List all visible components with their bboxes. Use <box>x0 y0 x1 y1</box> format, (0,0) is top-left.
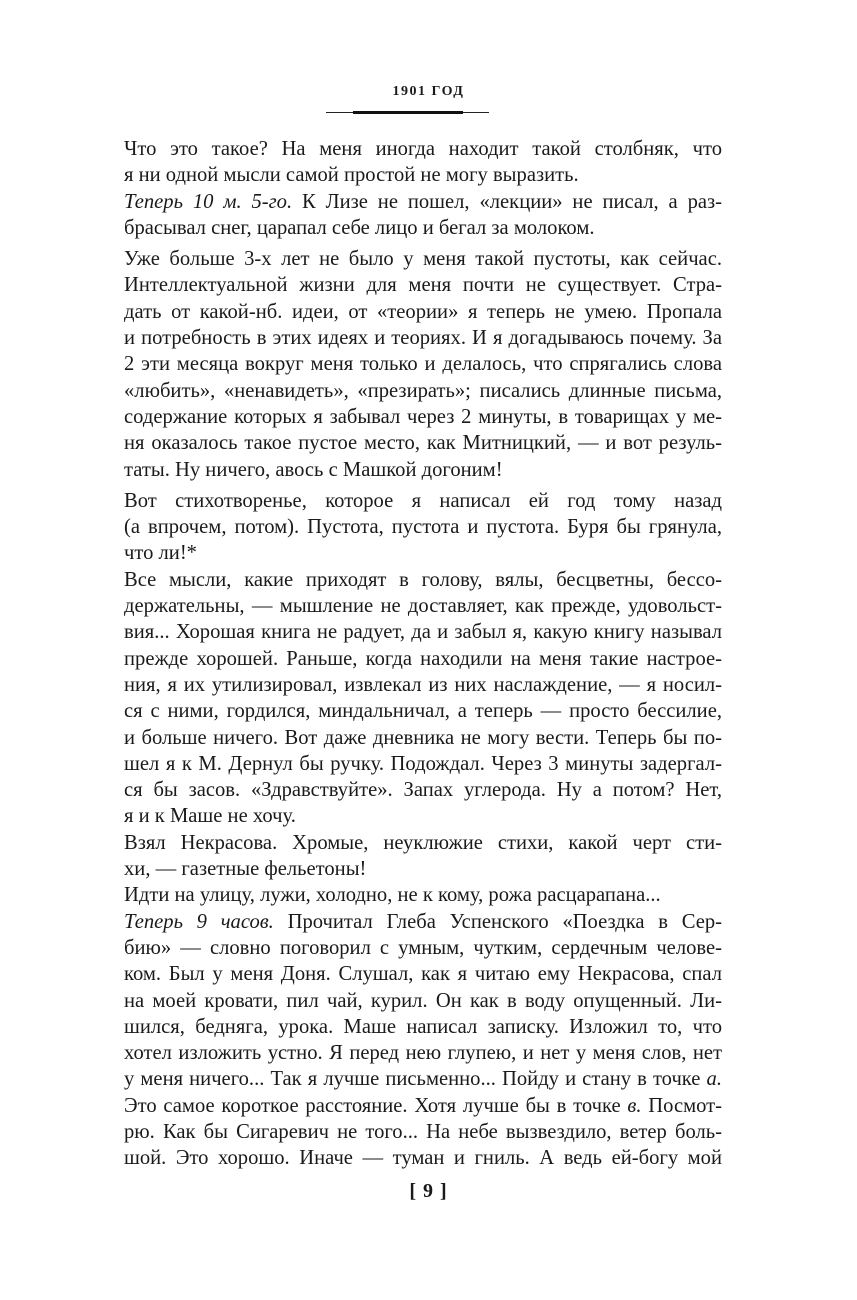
text-line: я и к Маше не хочу. <box>124 805 296 828</box>
text-line: шой. Это хорошо. Иначе — туман и гниль. А ведь ей-богу мой <box>124 1147 722 1170</box>
text-line: Все мысли, какие приходят в голову, вялы, бесцветны, бессо- <box>124 568 722 591</box>
running-head: 1901 ГОД <box>392 84 465 99</box>
paragraph-1 <box>124 136 722 189</box>
text-line: на моей кровати, пил чай, курил. Он как в воду опущенный. Ли- <box>124 989 722 1012</box>
text-line: Что это такое? На меня иногда находит такой столбняк, что <box>124 138 722 160</box>
text-line: содержание которых я забывал через 2 минуты, в товарищах у ме- <box>124 405 722 428</box>
paragraph-4 <box>124 488 722 567</box>
text-line: Интеллектуальной жизни для меня почти не существует. Стра- <box>124 274 722 297</box>
text-line <box>124 1093 722 1119</box>
italic-time-note: Теперь 10 м. 5-го. <box>124 190 293 213</box>
text-line: вия... Хорошая книга не радует, да и забыл я, какую книгу называл <box>124 621 722 644</box>
paragraph-7 <box>124 882 722 908</box>
text-line: дать от какой-нб. идеи, от «теории» я теперь не умею. Пропала <box>124 300 722 323</box>
text-line: рю. Как бы Сигаревич не того... На небе вызвездило, ветер боль- <box>124 1120 722 1143</box>
text-line <box>124 909 722 935</box>
text-line: бию» — словно поговорил с умным, чутким, сердечным челове- <box>124 936 722 959</box>
paragraph-2 <box>124 189 722 242</box>
text-line: 2 эти месяца вокруг меня только и делалось, что спрягались слова <box>124 353 722 376</box>
text-line: ня оказалось такое пустое место, как Митницкий, — и вот резуль- <box>124 432 722 455</box>
paragraph-8 <box>124 909 722 1172</box>
text-line: я ни одной мысли самой простой не могу выразить. <box>124 164 579 187</box>
text-fragment: К Лизе не пошел, «лекции» не писал, а раз- <box>292 190 723 213</box>
text-line: таты. Ну ничего, авось с Машкой догоним! <box>124 458 503 481</box>
text-fragment: Это самое короткое расстояние. Хотя лучше бы в точке <box>124 1094 628 1117</box>
text-line: брасывал снег, царапал себе лицо и бегал за молоком. <box>124 216 595 239</box>
text-line: ком. Был у меня Доня. Слушал, как я читаю ему Некрасова, спал <box>124 963 722 986</box>
body-text <box>124 136 722 1172</box>
italic-point-a: а. <box>706 1068 722 1091</box>
page-number: [ 9 ] <box>409 1180 448 1202</box>
text-fragment: Посмот- <box>641 1094 723 1117</box>
paragraph-5 <box>124 567 722 830</box>
text-line: шел я к М. Дернул бы ручку. Подождал. Через 3 минуты задергал- <box>124 752 722 775</box>
text-line: держательны, — мышление не доставляет, как прежде, удовольст- <box>124 595 722 618</box>
italic-point-v: в. <box>627 1094 642 1117</box>
italic-time-note: Теперь 9 часов. <box>124 910 274 933</box>
paragraph-3 <box>124 246 722 483</box>
text-line: ся бы засов. «Здравствуйте». Запах углерода. Ну а потом? Нет, <box>124 779 722 802</box>
text-line: шился, бедняга, урока. Маше написал записку. Изложил то, что <box>124 1015 722 1038</box>
text-line: хотел изложить устно. Я перед нею глупею, и нет у меня слов, нет <box>124 1042 722 1065</box>
text-line: ся с ними, гордился, миндальничал, а теперь — просто бессилие, <box>124 700 722 723</box>
text-line: Вот стихотворенье, которое я написал ей год тому назад <box>124 489 722 512</box>
text-line: хи, — газетные фельетоны! <box>124 858 367 881</box>
text-line <box>124 1066 722 1092</box>
text-line: Идти на улицу, лужи, холодно, не к кому, рожа расцарапана... <box>124 884 661 907</box>
text-line: «любить», «ненавидеть», «презирать»; писались длинные письма, <box>124 379 722 402</box>
text-line: что ли!* <box>124 542 197 565</box>
text-line: (а впрочем, потом). Пустота, пустота и пустота. Буря бы грянула, <box>124 516 722 539</box>
text-line: прежде хорошей. Раньше, когда находили на меня такие настрое- <box>124 647 722 670</box>
text-fragment: Прочитал Глеба Успенского «Поездка в Сер- <box>273 910 722 933</box>
text-fragment: у меня ничего... Так я лучше письменно... Пойду и стану в точке <box>124 1068 707 1091</box>
text-line: Уже больше 3-х лет не было у меня такой пустоты, как сейчас. <box>124 248 722 271</box>
header-rule-accent <box>353 111 463 114</box>
text-line: Взял Некрасова. Хромые, неуклюжие стихи, какой черт сти- <box>124 831 722 854</box>
paragraph-6 <box>124 830 722 883</box>
text-line: и потребность в этих идеях и теориях. И я догадываюсь почему. За <box>124 327 722 350</box>
text-line: ния, я их утилизировал, извлекал из них наслаждение, — я носил- <box>124 673 722 696</box>
text-line: и больше ничего. Вот даже дневника не могу вести. Теперь бы по- <box>124 726 722 749</box>
text-line <box>124 189 722 215</box>
